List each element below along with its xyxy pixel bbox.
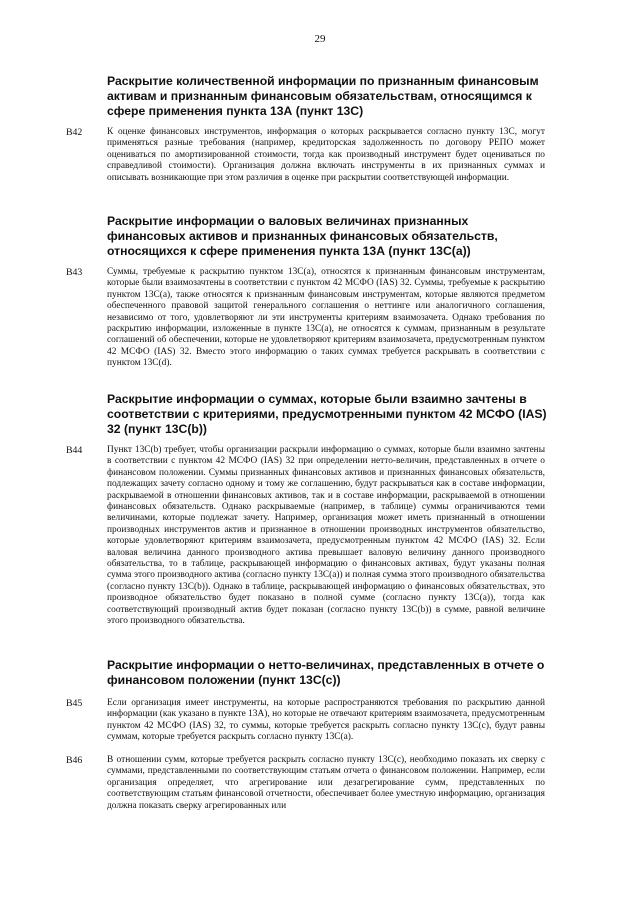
section-heading: Раскрытие информации о суммах, которые были взаимно зачтены в соответствии с критериями, предусмотренными пунктом 42 МСФО (IAS) 32 (пункт 13С(b)) xyxy=(107,392,547,437)
paragraph-text: В отношении сумм, которые требуется раскрыть согласно пункту 13С(с), необходимо показать их сверку с суммами, представленными по соответствующим статьям отчета о финансовом положении. Например, если организация определяет, что агрегирование или дезагрегирование сумм, представленных по соответствующим статьям финансовой отчетности, обеспечивает более уместную информацию, организация должна показать сверку агрегированных или xyxy=(107,755,545,811)
paragraph-text: Пункт 13С(b) требует, чтобы организации раскрыли информацию о суммах, которые были взаимно зачтены в соответствии с пунктом 42 МСФО (IAS) 32 при определении нетто-величин, представленных в отчете о финансовом положении. Суммы признанных финансовых активов и признанных финансовых обязательств, подлежащих зачету согласно одному и тому же соглашению, будут раскрываться как в составе информации, раскрываемой в отношении финансовых активов, так и в составе информации, раскрываемой в отношении финансовых обязательств. Однако раскрываемые (например, в таблице) суммы ограничиваются теми величинами, которые подлежат зачету. Например, организация может иметь признанный в отношении производных инструментов актив и признанное в отношении производных инструментов обязательство, которые удовлетворяют критериям взаимозачета, предусмотренным пунктом 42 МСФО (IAS) 32. Если валовая величина данного производного актива превышает валовую величину данного производного обязательства, то в таблице, раскрывающей информацию о финансовых активах, будут указаны полная сумма этого производного актива (согласно пункту 13С(а)) и полная сумма этого производного обязательства (согласно пункту 13С(b)). Однако в таблице, раскрывающей информацию о финансовых обязательствах, это производное обязательство будет показано в полной сумме (согласно пункту 13С(а)), тогда как соответствующий производный актив будет показан (согласно пункту 13С(b)) в сумме, равной величине этого производного обязательства. xyxy=(107,445,545,627)
paragraph-text: К оценке финансовых инструментов, информация о которых раскрывается согласно пункту 13С, могут применяться разные требования (например, кредиторская задолженность по договору РЕПО может оцениваться по амортизированной стоимости, тогда как производный инструмент будет оцениваться по справедливой стоимости). Организация должна включать инструменты в их признанных суммах и описывать возникающие при этом различия в оценке при раскрытии соответствующей информации. xyxy=(107,127,545,183)
paragraph-number: B46 xyxy=(66,755,83,766)
page-number: 29 xyxy=(314,33,326,45)
section-heading: Раскрытие информации о валовых величинах признанных финансовых активов и признанных финансовых обязательств, относящихся к сфере применения пункта 13А (пункт 13С(а)) xyxy=(107,214,498,259)
paragraph-number: B45 xyxy=(66,698,83,709)
paragraph-number: B43 xyxy=(66,267,83,278)
paragraph-number: B42 xyxy=(66,127,83,138)
paragraph-text: Суммы, требуемые к раскрытию пунктом 13С(а), относятся к признанным финансовым инструментам, которые были взаимозачтены в соответствии с пунктом 42 МСФО (IAS) 32. Суммы, требуемые к раскрытию пунктом 13С(а), также относятся к признанным финансовым инструментам, которые являются предметом обеспеченного правовой защитой генерального соглашения о неттинге или аналогичного соглашения, независимо от того, удовлетворяют ли эти инструменты критериям взаимозачета. Однако требования по раскрытию информации, изложенные в пункте 13С(а), не относятся к суммам, признанным в результате соглашений об обеспечении, которые не удовлетворяют критериям взаимозачета, предусмотренным пунктом 42 МСФО (IAS) 32. Вместо этого информацию о таких суммах требуется раскрывать в соответствии с пунктом 13С(d). xyxy=(107,267,545,369)
paragraph-number: B44 xyxy=(66,445,83,456)
section-heading: Раскрытие количественной информации по признанным финансовым активам и признанным финансовым обязательствам, относящимся к сфере применения пункта 13А (пункт 13С) xyxy=(107,74,539,119)
paragraph-text: Если организация имеет инструменты, на которые распространяются требования по раскрытию данной информации (как указано в пункте 13А), но которые не отвечают критериям взаимозачета, предусмотренным пунктом 42 МСФО (IAS) 32, то суммы, которые требуется раскрыть согласно пункту 13С(с), будут равны суммам, которые требуется раскрыть согласно пункту 13С(а). xyxy=(107,698,545,743)
section-heading: Раскрытие информации о нетто-величинах, представленных в отчете о финансовом положении (пункт 13С(с)) xyxy=(107,658,545,688)
